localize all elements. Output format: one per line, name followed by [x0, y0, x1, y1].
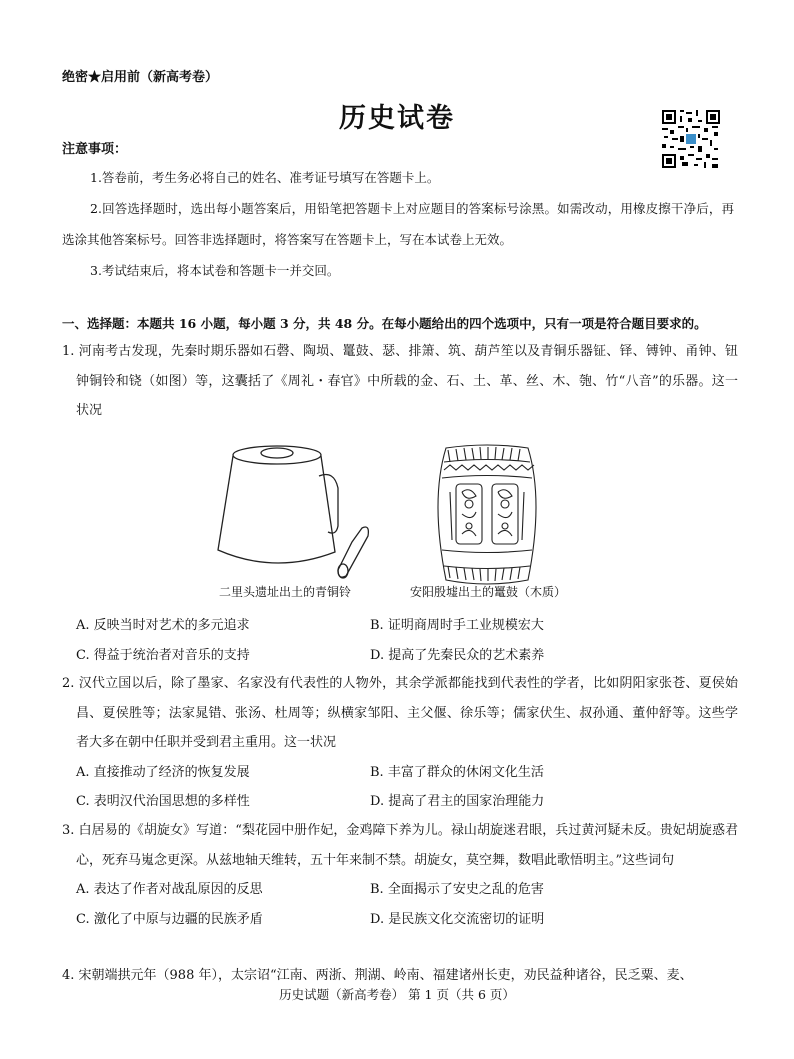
- option-c[interactable]: C. 得益于统治者对音乐的支持: [76, 647, 250, 663]
- question-1-options: [62, 611, 738, 670]
- question-stem: 4. 宋朝端拱元年（988 年），太宗诏“江南、两浙、荆湖、岭南、福建诸州长吏，劝民益种诸谷，民乏粟、麦、: [62, 968, 693, 983]
- option-a[interactable]: A. 直接推动了经济的恢复发展: [76, 764, 250, 780]
- option-c[interactable]: C. 表明汉代治国思想的多样性: [76, 794, 250, 809]
- option-a[interactable]: A. 反映当时对艺术的多元追求: [76, 618, 250, 633]
- figure-caption-right: 安阳殷墟出土的鼍鼓（木质）: [410, 585, 567, 599]
- notice-item: 3.考试结束后，将本试卷和答题卡一并交回。: [90, 263, 340, 278]
- figure-caption-left: 二里头遗址出土的青铜铃: [219, 585, 352, 599]
- page-title: 历史试卷: [339, 103, 455, 134]
- option-b[interactable]: B. 证明商周时手工业规模宏大: [370, 618, 544, 633]
- notice-item: 2.回答选择题时，选出每小题答案后，用铅笔把答题卡上对应题目的答案标号涂黑。如需改动，用橡皮擦干净后，再选涂其他答案标号。回答非选择题时，将答案写在答题卡上，写在本试卷上无效。: [62, 201, 734, 247]
- option-a[interactable]: A. 表达了作者对战乱原因的反思: [76, 882, 263, 897]
- notice-heading: 注意事项：: [62, 142, 128, 157]
- section-heading: 一、选择题：本题共 16 小题，每小题 3 分，共 48 分。在每小题给出的四个选项中，只有一项是符合题目要求的。: [62, 316, 707, 331]
- option-d[interactable]: D. 提高了先秦民众的艺术素养: [370, 647, 545, 663]
- question-stem: 2. 汉代立国以后，除了墨家、名家没有代表性的人物外，其余学派都能找到代表性的学者，比如阴阳家张苍、夏侯始昌、夏侯胜等；法家晁错、张汤、杜周等；纵横家邹阳、主父偃、徐乐等；儒家伏生、叔孙通、董仲舒等。这些学者大多在朝中任职并受到君主重用。这一状况: [62, 676, 738, 750]
- notice-list: [62, 162, 734, 286]
- option-b[interactable]: B. 全面揭示了安史之乱的危害: [370, 882, 544, 897]
- question-2: [62, 669, 738, 817]
- question-3: [62, 816, 738, 934]
- question-stem: 1. 河南考古发现，先秦时期乐器如石磬、陶埙、鼍鼓、瑟、排箫、筑、葫芦笙以及青铜乐器钲、铎、镈钟、甬钟、钮钟铜铃和铙（如图）等，这囊括了《周礼・春官》中所载的金、石、土、革、丝、木、匏、竹“八音”的乐器。这一状况: [62, 344, 738, 418]
- page-footer: 历史试题（新高考卷） 第 1 页（共 6 页）: [279, 987, 515, 1002]
- question-stem: 3. 白居易的《胡旋女》写道：“梨花园中册作妃，金鸡障下养为儿。禄山胡旋迷君眼，兵过黄河疑未反。贵妃胡旋惑君心，死弃马嵬念更深。从兹地轴天维转，五十年来制不禁。胡旋女，莫空舞，数唱此歌悟明主。”这些词句: [62, 823, 738, 868]
- question-1: [62, 337, 738, 426]
- qr-code-icon: [662, 110, 720, 168]
- wooden-drum-image: [438, 445, 536, 584]
- option-d[interactable]: D. 提高了君主的国家治理能力: [370, 794, 545, 809]
- option-c[interactable]: C. 激化了中原与边疆的民族矛盾: [76, 911, 263, 927]
- option-d[interactable]: D. 是民族文化交流密切的证明: [370, 911, 545, 927]
- option-b[interactable]: B. 丰富了群众的休闲文化生活: [370, 764, 544, 780]
- notice-item: 1.答卷前，考生务必将自己的姓名、准考证号填写在答题卡上。: [90, 170, 440, 185]
- confidential-label: 绝密★启用前（新高考卷）: [62, 70, 219, 85]
- bronze-bell-image: [218, 446, 368, 578]
